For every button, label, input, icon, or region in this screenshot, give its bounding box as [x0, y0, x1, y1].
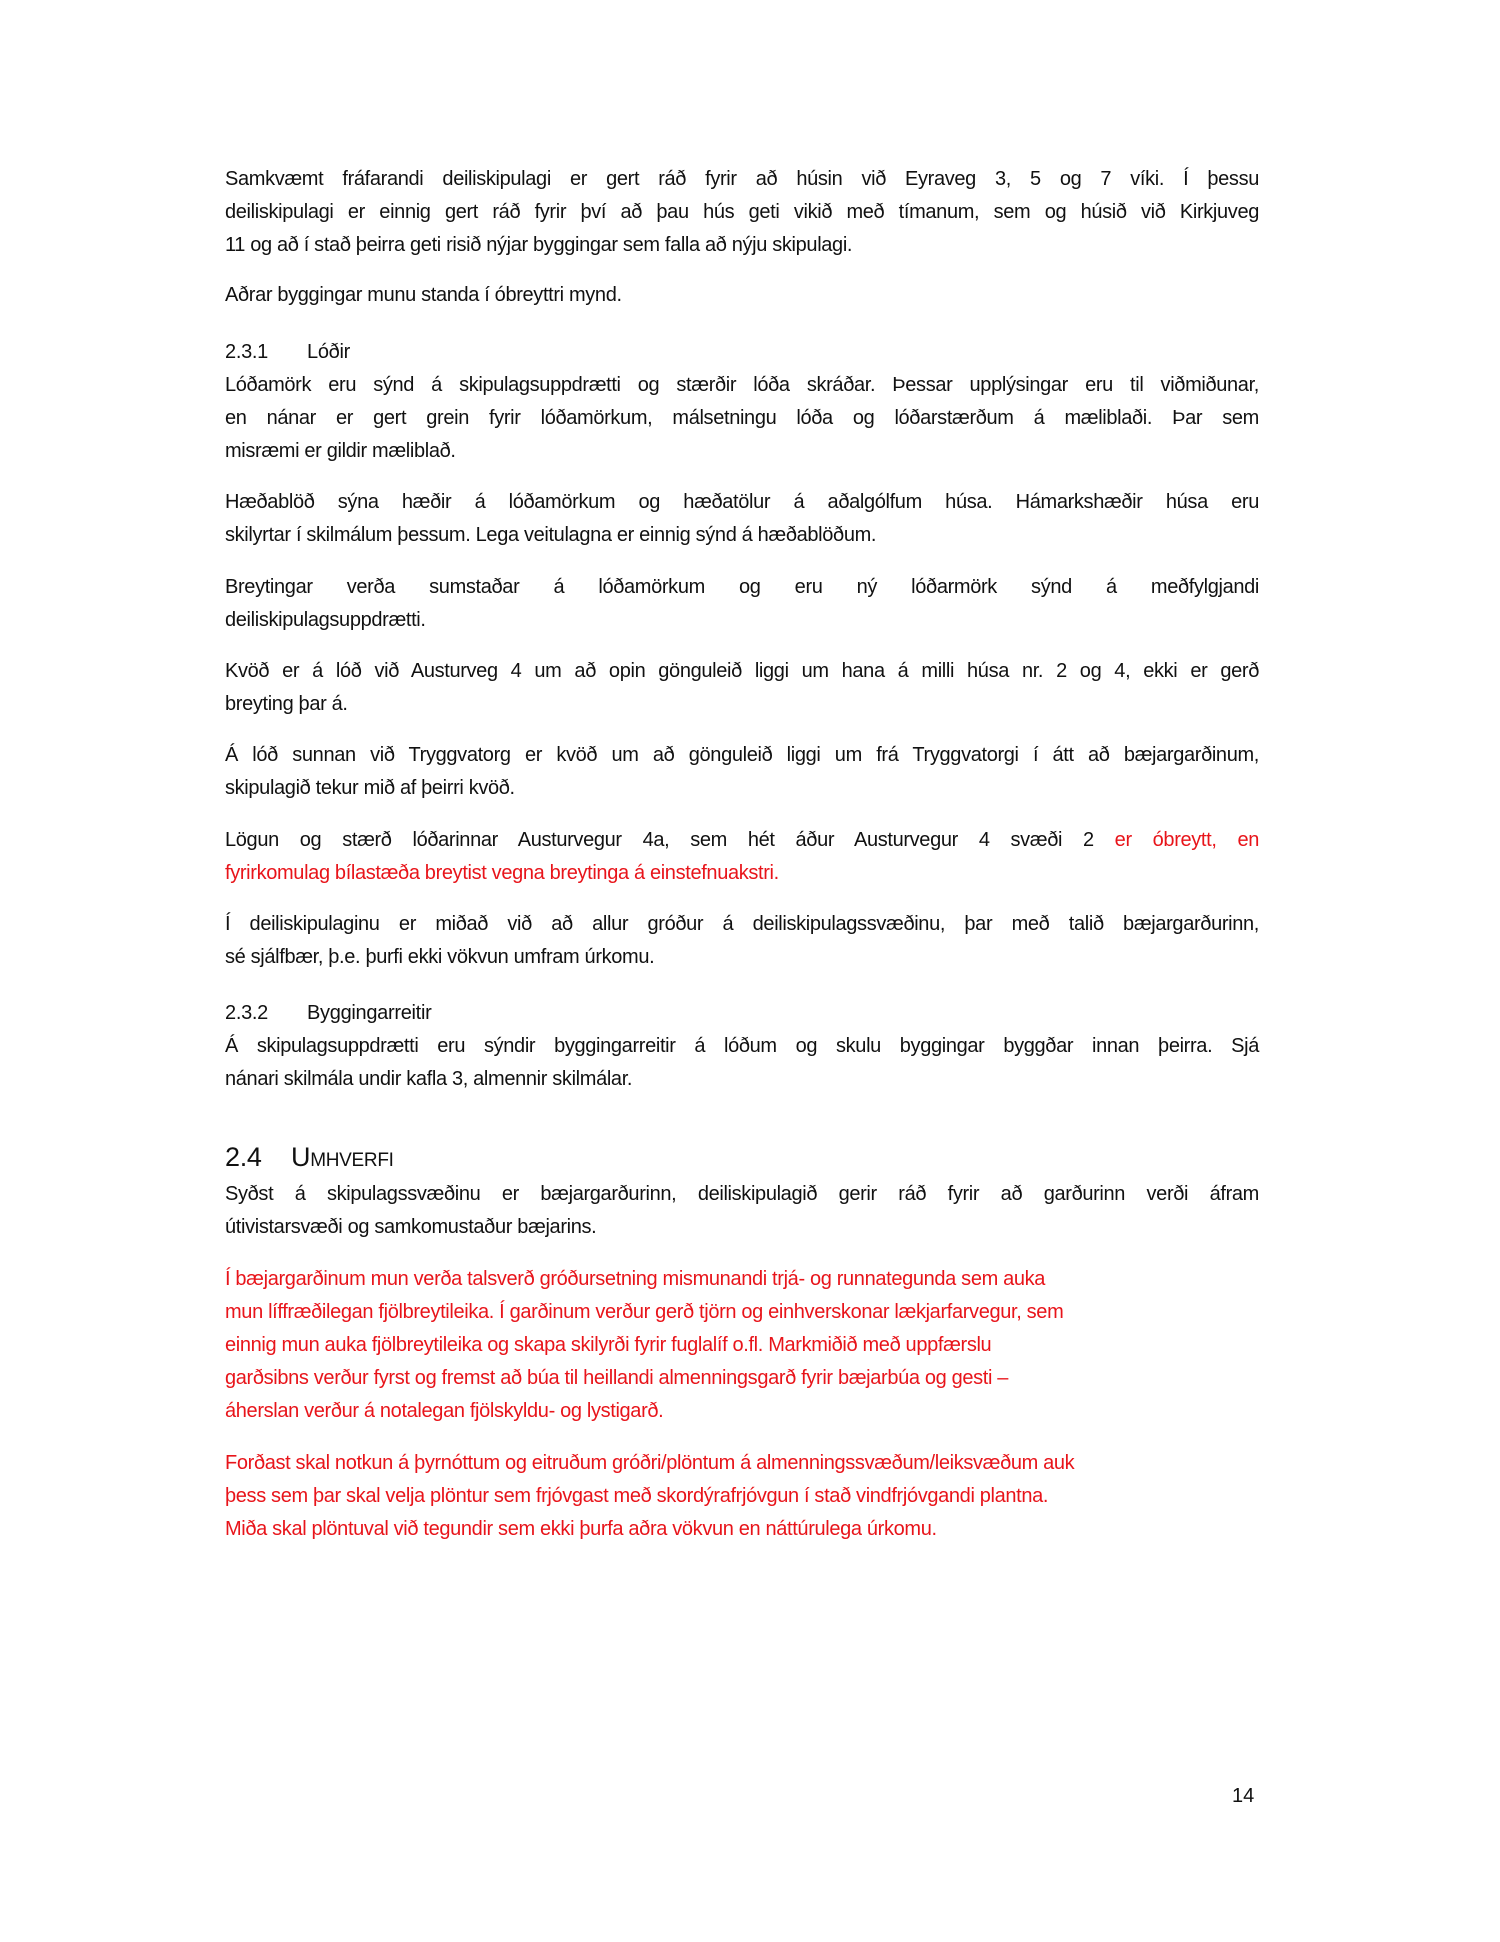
line: deiliskipulagsuppdrætti.	[225, 609, 426, 631]
paragraph-plant-selection	[225, 1447, 1259, 1546]
text-revised: er óbreytt, en	[1114, 829, 1259, 851]
line: mun líffræðilegan fjölbreytileika. Í garðinum verður gerð tjörn og einhverskonar lækjarfarvegur, sem	[225, 1301, 1064, 1323]
paragraph-height-sheets	[225, 486, 1259, 552]
heading-2-3-1	[225, 336, 350, 369]
paragraph-austurvegur-4a	[225, 824, 1259, 890]
line: sé sjálfbær, þ.e. þurfi ekki vökvun umfram úrkomu.	[225, 946, 655, 968]
line: nánari skilmála undir kafla 3, almennir skilmálar.	[225, 1068, 633, 1090]
paragraph-changes	[225, 571, 1259, 637]
line: Hæðablöð sýna hæðir á lóðamörkum og hæðatölur á aðalgólfum húsa. Hámarkshæðir húsa eru	[225, 491, 1259, 513]
line: Samkvæmt fráfarandi deiliskipulagi er gert ráð fyrir að húsin við Eyraveg 3, 5 og 7 víki. Í þessu	[225, 168, 1259, 190]
text-black: Lögun og stærð lóðarinnar Austurvegur 4a, sem hét áður Austurvegur 4 svæði 2	[225, 829, 1115, 851]
heading-number: 2.3.2	[225, 1002, 268, 1024]
paragraph-park-planting	[225, 1263, 1259, 1428]
line: Syðst á skipulagssvæðinu er bæjargarðurinn, deiliskipulagið gerir ráð fyrir að garðurinn verði áfram	[225, 1183, 1259, 1205]
heading-title: Lóðir	[307, 341, 350, 363]
line: Forðast skal notkun á þyrnóttum og eitruðum gróðri/plöntum á almenningssvæðum/leiksvæðum auk	[225, 1452, 1075, 1474]
line: áherslan verður á notalegan fjölskyldu- og lystigarð.	[225, 1400, 664, 1422]
line: útivistarsvæði og samkomustaður bæjarins.	[225, 1216, 597, 1238]
line: skilyrtar í skilmálum þessum. Lega veitulagna er einnig sýnd á hæðablöðum.	[225, 524, 877, 546]
line: skipulagið tekur mið af þeirri kvöð.	[225, 777, 515, 799]
paragraph-tryggvatorg-easement	[225, 739, 1259, 805]
paragraph-town-park	[225, 1178, 1259, 1244]
page-number: 14	[1232, 1785, 1255, 1807]
heading-number: 2.3.1	[225, 341, 268, 363]
line: þess sem þar skal velja plöntur sem frjóvgast með skordýrafrjóvgun í stað vindfrjóvgandi plantna.	[225, 1485, 1049, 1507]
heading-2-3-2	[225, 997, 431, 1030]
heading-2-4	[225, 1139, 394, 1175]
paragraph-lot-boundaries	[225, 369, 1259, 468]
heading-number: 2.4	[225, 1142, 262, 1172]
heading-title: Byggingarreitir	[307, 1002, 432, 1024]
paragraph-austurvegur-easement	[225, 655, 1259, 721]
line: breyting þar á.	[225, 693, 348, 715]
line: Miða skal plöntuval við tegundir sem ekki þurfa aðra vökvun en náttúrulega úrkomu.	[225, 1518, 937, 1540]
line: Í bæjargarðinum mun verða talsverð gróðursetning mismunandi trjá- og runnategunda sem auka	[225, 1268, 1046, 1290]
line: Á lóð sunnan við Tryggvatorg er kvöð um að gönguleið liggi um frá Tryggvatorgi í átt að bæjargarðinum,	[225, 744, 1259, 766]
line: en nánar er gert grein fyrir lóðamörkum, málsetningu lóða og lóðarstærðum á mæliblaði. Þar sem	[225, 407, 1259, 429]
line: Lóðamörk eru sýnd á skipulagsuppdrætti og stærðir lóða skráðar. Þessar upplýsingar eru til viðmiðunar,	[225, 374, 1259, 396]
line: Breytingar verða sumstaðar á lóðamörkum og eru ný lóðarmörk sýnd á meðfylgjandi	[225, 576, 1259, 598]
paragraph-vegetation	[225, 908, 1259, 974]
line: Í deiliskipulaginu er miðað við að allur gróður á deiliskipulagssvæðinu, þar með talið bæjargarðurinn,	[225, 913, 1259, 935]
line: 11 og að í stað þeirra geti risið nýjar byggingar sem falla að nýju skipulagi.	[225, 234, 853, 256]
line: deiliskipulagi er einnig gert ráð fyrir því að þau hús geti vikið með tímanum, sem og húsið við Kirkjuveg	[225, 201, 1259, 223]
text-revised: fyrirkomulag bílastæða breytist vegna breytinga á einstefnuakstri.	[225, 862, 779, 884]
line: garðsibns verður fyrst og fremst að búa til heillandi almenningsgarð fyrir bæjarbúa og gesti –	[225, 1367, 1009, 1389]
paragraph-demolition	[225, 163, 1259, 262]
paragraph-other-buildings	[225, 279, 1259, 312]
heading-title: Umhverfi	[291, 1142, 394, 1172]
line: Á skipulagsuppdrætti eru sýndir byggingarreitir á lóðum og skulu byggingar byggðar innan þeirra. Sjá	[225, 1035, 1259, 1057]
line: Aðrar byggingar munu standa í óbreyttri mynd.	[225, 284, 622, 306]
line: Kvöð er á lóð við Austurveg 4 um að opin gönguleið liggi um hana á milli húsa nr. 2 og 4, ekki er gerð	[225, 660, 1259, 682]
line: misræmi er gildir mæliblað.	[225, 440, 456, 462]
line: einnig mun auka fjölbreytileika og skapa skilyrði fyrir fuglalíf o.fl. Markmiðið með uppfærslu	[225, 1334, 992, 1356]
paragraph-building-plots	[225, 1030, 1259, 1096]
